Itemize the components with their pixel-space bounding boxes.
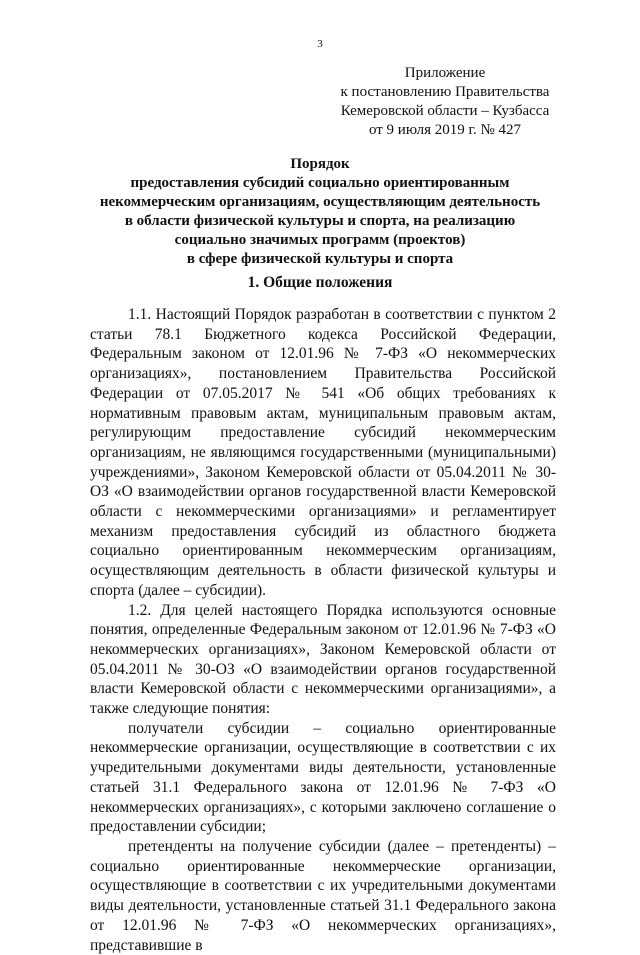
paragraph: получатели субсидии – социально ориентированные некоммерческие организации, осуществляющие в соответствии с их учредительными документами виды деятельности, установленные статьей 31.1 Федерального закона от 12.01.96 № 7-ФЗ «О некоммерческих организациях», с которыми заключено соглашение о предоставлении субсидии; [90,719,556,836]
title-line: Порядок [290,156,350,172]
appendix-line: от 9 июля 2019 г. № 427 [368,122,522,138]
appendix-line: Приложение [404,65,486,81]
title-line: в области физической культуры и спорта, на реализацию [124,213,516,229]
document-body [90,305,556,955]
paragraph: претенденты на получение субсидии (далее – претенденты) – социально ориентированные некоммерческие организации, осуществляющие в соответствии с их учредительными документами виды деятельности, установленные статьей 31.1 Федерального закона от 12.01.96 № 7-ФЗ «О некоммерческих организациях», представившие в [90,837,556,954]
paragraph: 1.1. Настоящий Порядок разработан в соответствии с пунктом 2 статьи 78.1 Бюджетного кодекса Российской Федерации, Федеральным законом от 12.01.96 № 7-ФЗ «О некоммерческих организациях», постановлением Правительства Российской Федерации от 07.05.2017 № 541 «Об общих требованиях к нормативным правовым актам, муниципальным правовым актам, регулирующим предоставление субсидий некоммерческим организациям, не являющимся государственными (муниципальными) учреждениями», Законом Кемеровской области от 05.04.2011 № 30-ОЗ «О взаимодействии органов государственной власти Кемеровской области с некоммерческими организациями» и регламентирует механизм предоставления субсидий из областного бюджета социально ориентированным некоммерческим организациям, осуществляющим деятельность в области физической культуры и спорта (далее – субсидии). [90,306,556,599]
document-title [60,155,580,269]
appendix-block [330,64,560,140]
section-heading: 1. Общие положения [247,274,393,291]
title-line: некоммерческим организациям, осуществляющим деятельность [99,194,541,210]
paragraph: 1.2. Для целей настоящего Порядка используются основные понятия, определенные Федеральным законом от 12.01.96 № 7-ФЗ «О некоммерческих организациях», Законом Кемеровской области от 05.04.2011 № 30-ОЗ «О взаимодействии органов государственной власти Кемеровской области с некоммерческими организациями», а также следующие понятия: [90,601,556,718]
title-line: социально значимых программ (проектов) [174,232,466,248]
appendix-line: к постановлению Правительства [340,84,550,100]
title-line: предоставления субсидий социально ориентированным [130,175,510,191]
page-number: 3 [317,38,323,50]
title-line: в сфере физической культуры и спорта [186,251,454,267]
appendix-line: Кемеровской области – Кузбасса [340,103,550,119]
